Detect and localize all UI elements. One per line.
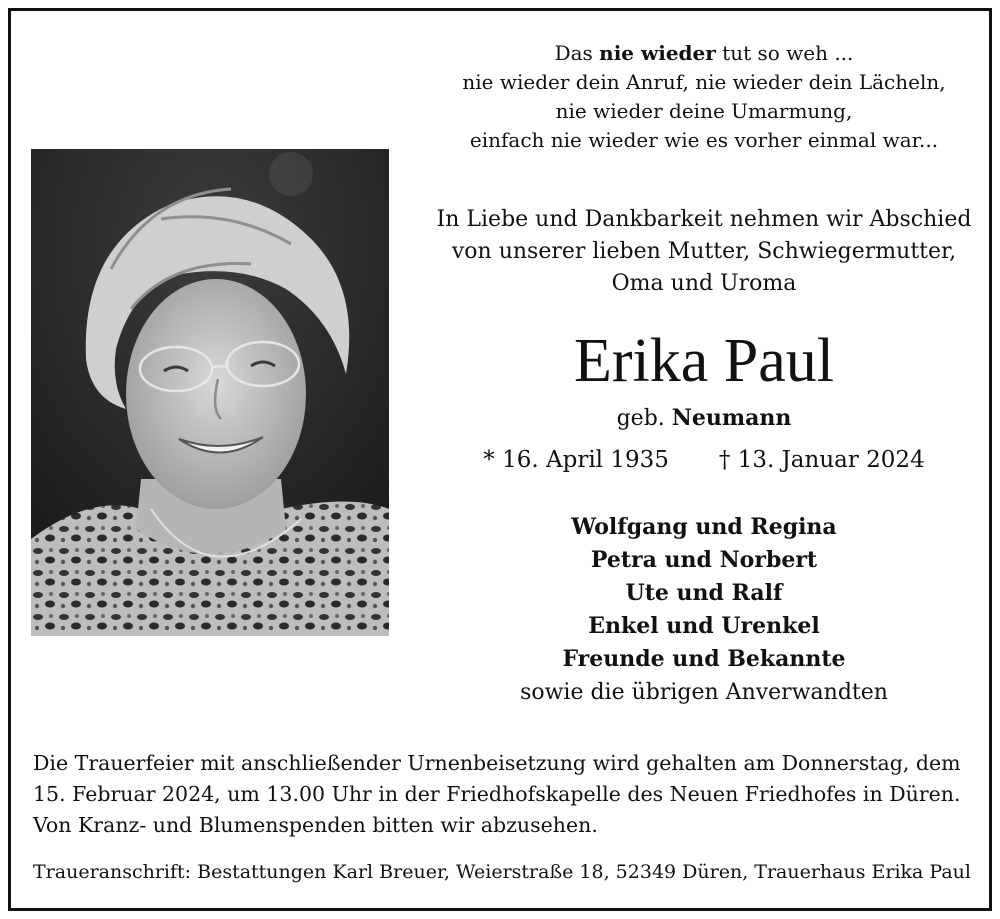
birth-name-value: Neumann — [671, 405, 792, 431]
family-list — [399, 511, 1000, 709]
farewell-intro — [399, 204, 1000, 300]
service-line-2: 15. Februar 2024, um 13.00 Uhr in der Friedhofskapelle des Neuen Friedhofes in Düren. — [33, 782, 961, 806]
poem-line-1 — [399, 39, 1000, 68]
family-member: Ute und Ralf — [625, 580, 783, 606]
mourning-address: Traueranschrift: Bestattungen Karl Breuer, Weierstraße 18, 52349 Düren, Trauerhaus Erika Paul — [33, 861, 971, 883]
poem-line-1-bold: nie wieder — [599, 41, 716, 65]
poem-line-2: nie wieder dein Anruf, nie wieder dein Lächeln, — [462, 70, 946, 94]
poem-line-1-end: tut so weh ... — [715, 41, 854, 65]
poem-line-3: nie wieder deine Umarmung, — [555, 99, 853, 123]
service-line-3: Von Kranz- und Blumenspenden bitten wir abzusehen. — [33, 813, 598, 837]
deceased-name: Erika Paul — [574, 327, 834, 395]
obituary-frame — [8, 8, 992, 911]
birth-date: * 16. April 1935 — [483, 447, 669, 473]
portrait-illustration — [31, 149, 389, 636]
poem — [399, 39, 1000, 155]
death-date: † 13. Januar 2024 — [718, 447, 925, 473]
family-member: Freunde und Bekannte — [562, 646, 846, 672]
family-member: Petra und Norbert — [590, 547, 818, 573]
service-info — [33, 748, 993, 841]
life-dates — [399, 444, 1000, 476]
birth-name — [399, 403, 1000, 434]
poem-line-4: einfach nie wieder wie es vorher einmal war... — [469, 128, 939, 152]
poem-line-1-start: Das — [554, 41, 600, 65]
service-line-1: Die Trauerfeier mit anschließender Urnenbeisetzung wird gehalten am Donnerstag, dem — [33, 751, 961, 775]
intro-line-1: In Liebe und Dankbarkeit nehmen wir Abschied — [436, 207, 972, 232]
intro-line-2: von unserer lieben Mutter, Schwiegermutter, — [451, 239, 957, 264]
family-member: Enkel und Urenkel — [588, 613, 820, 639]
family-member: Wolfgang und Regina — [571, 514, 837, 540]
family-rest: sowie die übrigen Anverwandten — [520, 680, 888, 705]
birth-name-prefix: geb. — [616, 406, 672, 431]
portrait-photo — [31, 149, 389, 636]
intro-line-3: Oma und Uroma — [611, 271, 797, 296]
